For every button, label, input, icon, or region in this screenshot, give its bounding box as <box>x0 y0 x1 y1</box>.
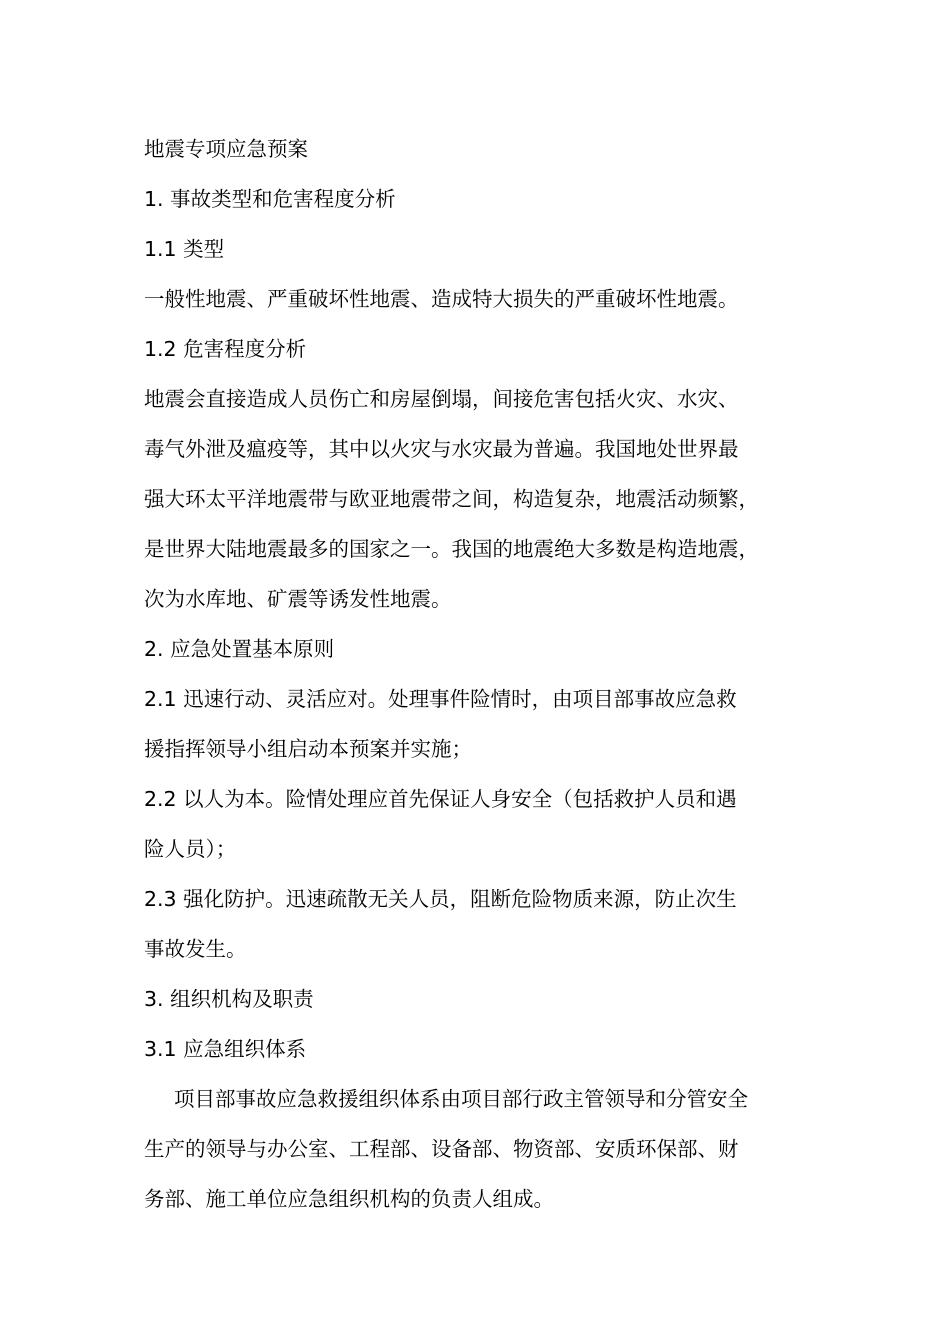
paragraph-line: 一般性地震、严重破坏性地震、造成特大损失的严重破坏性地震。 <box>144 287 739 311</box>
section-heading-2: 2. 应急处置基本原则 <box>144 637 335 661</box>
paragraph-line: 强大环太平洋地震带与欧亚地震带之间，构造复杂，地震活动频繁， <box>144 487 759 511</box>
paragraph-line: 2.2 以人为本。险情处理应首先保证人身安全（包括救护人员和遇 <box>144 787 737 811</box>
subsection-heading-1-2: 1.2 危害程度分析 <box>144 337 307 361</box>
paragraph-line: 是世界大陆地震最多的国家之一。我国的地震绝大多数是构造地震， <box>144 537 759 561</box>
subsection-heading-1-1: 1.1 类型 <box>144 237 225 261</box>
document-body <box>144 124 834 1224</box>
paragraph-line: 援指挥领导小组启动本预案并实施； <box>144 737 472 761</box>
document-title: 地震专项应急预案 <box>144 137 308 161</box>
paragraph-line: 项目部事故应急救援组织体系由项目部行政主管领导和分管安全 <box>174 1087 748 1111</box>
paragraph-line: 险人员）； <box>144 837 237 861</box>
subsection-heading-3-1: 3.1 应急组织体系 <box>144 1037 307 1061</box>
paragraph-line: 次为水库地、矿震等诱发性地震。 <box>144 587 452 611</box>
paragraph-line: 2.1 迅速行动、灵活应对。处理事件险情时，由项目部事故应急救 <box>144 687 737 711</box>
paragraph-line: 事故发生。 <box>144 937 247 961</box>
paragraph-line: 地震会直接造成人员伤亡和房屋倒塌，间接危害包括火灾、水灾、 <box>144 387 739 411</box>
paragraph-line: 2.3 强化防护。迅速疏散无关人员，阻断危险物质来源，防止次生 <box>144 887 737 911</box>
section-heading-1: 1. 事故类型和危害程度分析 <box>144 187 396 211</box>
paragraph-line: 务部、施工单位应急组织机构的负责人组成。 <box>144 1187 554 1211</box>
paragraph-line: 生产的领导与办公室、工程部、设备部、物资部、安质环保部、财 <box>144 1137 739 1161</box>
section-heading-3: 3. 组织机构及职责 <box>144 987 314 1011</box>
paragraph-line: 毒气外泄及瘟疫等，其中以火灾与水灾最为普遍。我国地处世界最 <box>144 437 739 461</box>
